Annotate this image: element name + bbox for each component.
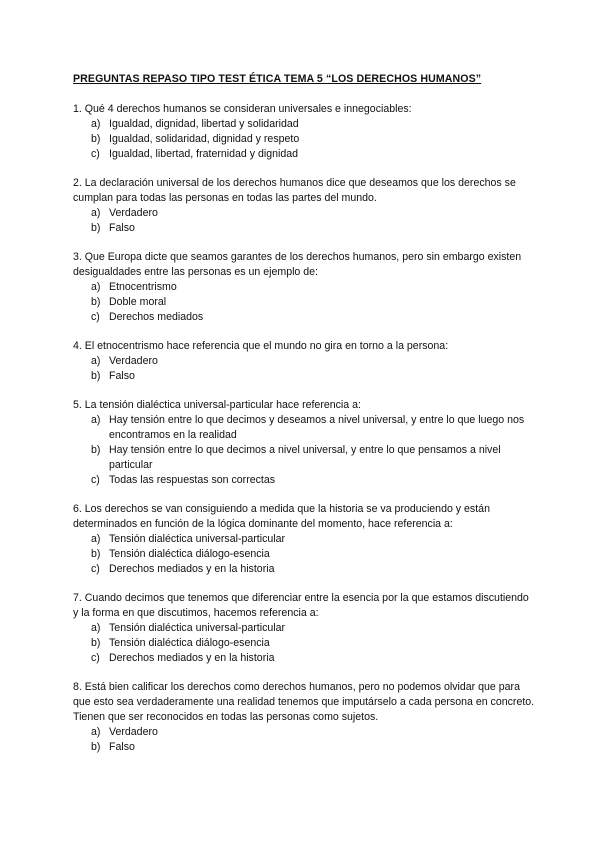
question-8 bbox=[73, 680, 535, 755]
answer-option bbox=[73, 369, 535, 384]
option-letter: c) bbox=[91, 148, 100, 160]
option-letter: b) bbox=[91, 741, 101, 753]
answer-option bbox=[73, 562, 535, 577]
answer-options bbox=[73, 206, 535, 236]
option-letter: b) bbox=[91, 444, 101, 456]
answer-option bbox=[73, 740, 535, 755]
answer-option bbox=[73, 413, 535, 443]
option-text: Hay tensión entre lo que decimos a nivel universal, y entre lo que pensamos a nivel particular bbox=[109, 444, 501, 471]
option-text: Hay tensión entre lo que decimos y deseamos a nivel universal, y entre lo que luego nos encontramos en la realidad bbox=[109, 414, 525, 441]
option-text: Tensión dialéctica universal-particular bbox=[109, 533, 286, 545]
option-text: Todas las respuestas son correctas bbox=[109, 474, 276, 486]
answer-option bbox=[73, 621, 535, 636]
option-text: Etnocentrismo bbox=[109, 281, 177, 293]
option-letter: a) bbox=[91, 414, 101, 426]
answer-option bbox=[73, 295, 535, 310]
question-1 bbox=[73, 102, 535, 162]
option-text: Verdadero bbox=[109, 207, 158, 219]
answer-options bbox=[73, 725, 535, 755]
answer-options bbox=[73, 621, 535, 666]
answer-option bbox=[73, 280, 535, 295]
question-text: 4. El etnocentrismo hace referencia que el mundo no gira en torno a la persona: bbox=[73, 340, 449, 352]
question-2 bbox=[73, 176, 535, 236]
option-text: Doble moral bbox=[109, 296, 167, 308]
option-text: Verdadero bbox=[109, 726, 158, 738]
question-text: 7. Cuando decimos que tenemos que diferenciar entre la esencia por la que estamos discutiendo y la forma en que discutimos, hacemos referencia a: bbox=[73, 592, 529, 619]
page-title: PREGUNTAS REPASO TIPO TEST ÉTICA TEMA 5 “LOS DERECHOS HUMANOS” bbox=[73, 73, 482, 85]
answer-option bbox=[73, 443, 535, 473]
option-letter: a) bbox=[91, 118, 101, 130]
answer-option bbox=[73, 725, 535, 740]
option-text: Derechos mediados y en la historia bbox=[109, 652, 275, 664]
answer-option bbox=[73, 547, 535, 562]
option-letter: c) bbox=[91, 652, 100, 664]
answer-options bbox=[73, 532, 535, 577]
answer-option bbox=[73, 636, 535, 651]
answer-option bbox=[73, 310, 535, 325]
question-list bbox=[73, 102, 535, 755]
option-letter: a) bbox=[91, 207, 101, 219]
document-page bbox=[73, 72, 535, 769]
option-text: Tensión dialéctica diálogo-esencia bbox=[109, 548, 270, 560]
question-text: 5. La tensión dialéctica universal-particular hace referencia a: bbox=[73, 399, 361, 411]
option-letter: a) bbox=[91, 533, 101, 545]
option-text: Falso bbox=[109, 741, 135, 753]
answer-option bbox=[73, 651, 535, 666]
answer-option bbox=[73, 473, 535, 488]
answer-options bbox=[73, 280, 535, 325]
option-text: Igualdad, libertad, fraternidad y dignidad bbox=[109, 148, 299, 160]
option-text: Igualdad, solidaridad, dignidad y respeto bbox=[109, 133, 300, 145]
question-text: 1. Qué 4 derechos humanos se consideran universales e innegociables: bbox=[73, 103, 412, 115]
option-letter: a) bbox=[91, 355, 101, 367]
answer-options bbox=[73, 413, 535, 488]
option-text: Verdadero bbox=[109, 355, 158, 367]
option-letter: a) bbox=[91, 281, 101, 293]
question-6 bbox=[73, 502, 535, 577]
option-text: Falso bbox=[109, 370, 135, 382]
answer-options bbox=[73, 117, 535, 162]
answer-option bbox=[73, 132, 535, 147]
option-text: Tensión dialéctica universal-particular bbox=[109, 622, 286, 634]
answer-option bbox=[73, 532, 535, 547]
question-7 bbox=[73, 591, 535, 666]
answer-option bbox=[73, 354, 535, 369]
option-letter: c) bbox=[91, 563, 100, 575]
question-text: 8. Está bien calificar los derechos como derechos humanos, pero no podemos olvidar que para que esto sea verdaderamente una realidad tenemos que imputárselo a cada persona en concreto. Tienen que ser reconocidos en todas las personas como sujetos. bbox=[73, 681, 535, 723]
option-letter: a) bbox=[91, 726, 101, 738]
answer-option bbox=[73, 206, 535, 221]
option-letter: a) bbox=[91, 622, 101, 634]
question-text: 2. La declaración universal de los derechos humanos dice que deseamos que los derechos se cumplan para todas las personas en todas las partes del mundo. bbox=[73, 177, 516, 204]
option-text: Derechos mediados bbox=[109, 311, 204, 323]
option-text: Tensión dialéctica diálogo-esencia bbox=[109, 637, 270, 649]
option-letter: b) bbox=[91, 370, 101, 382]
question-text: 3. Que Europa dicte que seamos garantes de los derechos humanos, pero sin embargo existen desigualdades entre las personas es un ejemplo de: bbox=[73, 251, 522, 278]
answer-option bbox=[73, 117, 535, 132]
answer-option bbox=[73, 221, 535, 236]
option-letter: b) bbox=[91, 133, 101, 145]
option-text: Igualdad, dignidad, libertad y solidaridad bbox=[109, 118, 299, 130]
option-letter: b) bbox=[91, 222, 101, 234]
option-letter: b) bbox=[91, 296, 101, 308]
option-letter: b) bbox=[91, 548, 101, 560]
question-5 bbox=[73, 398, 535, 488]
question-4 bbox=[73, 339, 535, 384]
option-letter: c) bbox=[91, 311, 100, 323]
answer-options bbox=[73, 354, 535, 384]
answer-option bbox=[73, 147, 535, 162]
option-letter: c) bbox=[91, 474, 100, 486]
question-text: 6. Los derechos se van consiguiendo a medida que la historia se va produciendo y están determinados en función de la lógica dominante del momento, hace referencia a: bbox=[73, 503, 490, 530]
question-3 bbox=[73, 250, 535, 325]
option-text: Falso bbox=[109, 222, 135, 234]
option-text: Derechos mediados y en la historia bbox=[109, 563, 275, 575]
option-letter: b) bbox=[91, 637, 101, 649]
